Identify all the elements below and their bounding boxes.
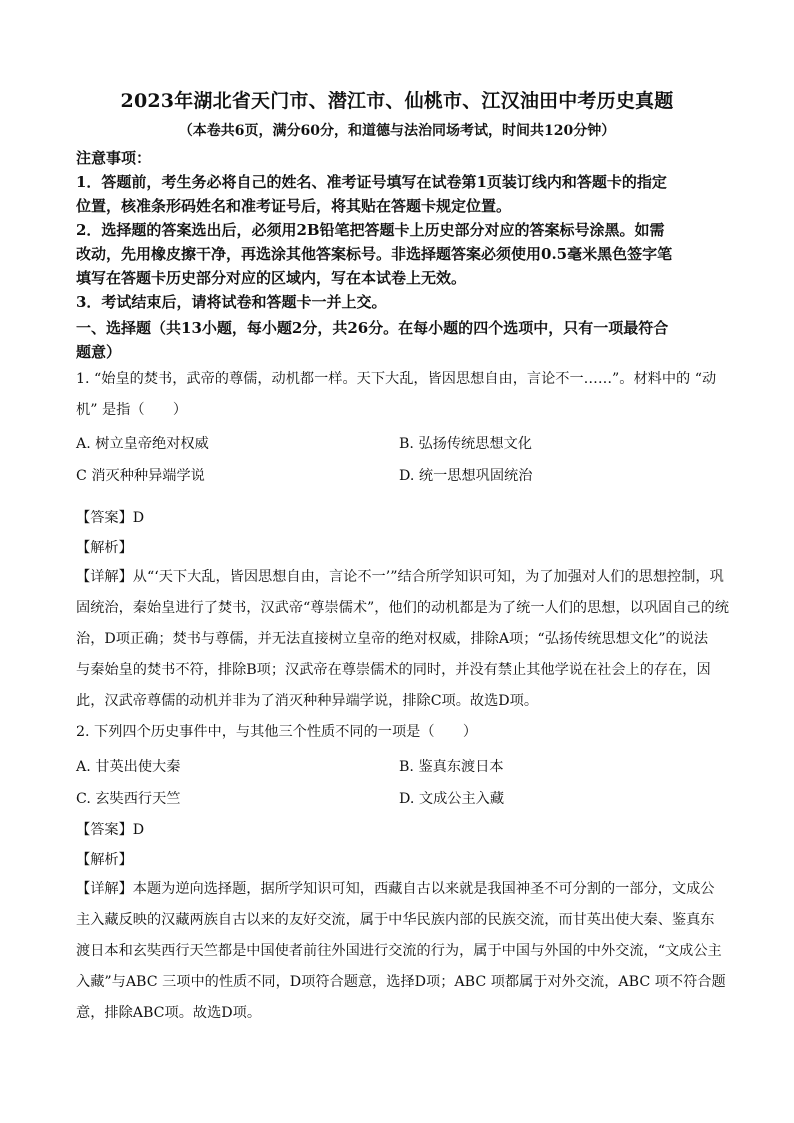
- notice-line: 2．选择题的答案选出后，必须用2B铅笔把答题卡上历史部分对应的答案标号涂黑。如需: [76, 221, 665, 239]
- notice-line: 改动，先用橡皮擦干净，再选涂其他答案标号。非选择题答案必须使用0.5毫米黑色签字笔: [76, 245, 673, 263]
- notice-line: 1．答题前，考生务必将自己的姓名、准考证号填写在试卷第1页装订线内和答题卡的指定: [76, 173, 667, 191]
- q1-option-b: B. 弘扬传统思想文化: [399, 436, 532, 452]
- q2-detail-line: 意，排除ABC项。故选D项。: [76, 1005, 262, 1021]
- q1-analysis-label: 【解析】: [76, 540, 133, 556]
- q1-detail-line: 【详解】从“‘天下大乱，皆因思想自由，言论不一’”结合所学知识可知，为了加强对人们的思想控制，巩: [76, 569, 724, 585]
- q1-stem: 1. “始皇的焚书，武帝的尊儒，动机都一样。天下大乱，皆因思想自由，言论不一……”。材料中的 “动: [76, 371, 717, 387]
- q1-stem-cont: 机” 是指（ ）: [76, 402, 188, 418]
- q2-detail-line: 主入藏反映的汉藏两族自古以来的友好交流，属于中华民族内部的民族交流，而甘英出使大秦、鉴真东: [76, 912, 715, 928]
- q1-answer: 【答案】D: [76, 510, 145, 526]
- notice-heading: 注意事项：: [76, 149, 152, 167]
- exam-title: 2023年湖北省天门市、潜江市、仙桃市、江汉油田中考历史真题: [120, 90, 674, 112]
- q2-detail-line: 【详解】本题为逆向选择题，据所学知识可知，西藏自古以来就是我国神圣不可分割的一部分，文成公: [76, 881, 715, 897]
- section-heading: 一、选择题（共13小题，每小题2分，共26分。在每小题的四个选项中，只有一项最符合: [76, 319, 669, 337]
- q2-option-c: C. 玄奘西行天竺: [76, 791, 181, 807]
- q2-detail-line: 渡日本和玄奘西行天竺都是中国使者前往外国进行交流的行为，属于中国与外国的中外交流，“文成公主: [76, 943, 722, 959]
- q1-detail-line: 此，汉武帝尊儒的动机并非为了消灭种种异端学说，排除C项。故选D项。: [76, 693, 539, 709]
- q1-option-d: D. 统一思想巩固统治: [399, 468, 533, 484]
- q2-option-b: B. 鉴真东渡日本: [399, 759, 504, 775]
- q2-stem: 2. 下列四个历史事件中，与其他三个性质不同的一项是（ ）: [76, 724, 478, 740]
- q1-detail-line: 固统治，秦始皇进行了焚书，汉武帝“尊崇儒术”，他们的动机都是为了统一人们的思想，以巩固自己的统: [76, 600, 729, 616]
- q1-detail-line: 与秦始皇的焚书不符，排除B项；汉武帝在尊崇儒术的同时，并没有禁止其他学说在社会上的存在，因: [76, 662, 711, 678]
- q2-option-d: D. 文成公主入藏: [399, 791, 505, 807]
- q1-option-c: C 消灭种种异端学说: [76, 468, 205, 484]
- q2-analysis-label: 【解析】: [76, 852, 133, 868]
- q2-answer: 【答案】D: [76, 822, 145, 838]
- notice-line: 3．考试结束后，请将试卷和答题卡一并上交。: [76, 293, 387, 311]
- q1-option-a: A. 树立皇帝绝对权威: [76, 436, 209, 452]
- q1-detail-line: 治，D项正确；焚书与尊儒，并无法直接树立皇帝的绝对权威，排除A项；“弘扬传统思想文化”的说法: [76, 631, 709, 647]
- q2-option-a: A. 甘英出使大秦: [76, 759, 181, 775]
- exam-subtitle: （本卷共6页，满分60分，和道德与法治同场考试，时间共120分钟）: [178, 123, 616, 139]
- q2-detail-line: 入藏”与ABC 三项中的性质不同，D项符合题意，选择D项；ABC 项都属于对外交流，ABC 项不符合题: [76, 974, 726, 990]
- section-heading-cont: 题意）: [76, 343, 122, 361]
- notice-line: 填写在答题卡历史部分对应的区域内，写在本试卷上无效。: [76, 269, 467, 287]
- notice-line: 位置，核准条形码姓名和准考证号后，将其贴在答题卡规定位置。: [76, 197, 512, 215]
